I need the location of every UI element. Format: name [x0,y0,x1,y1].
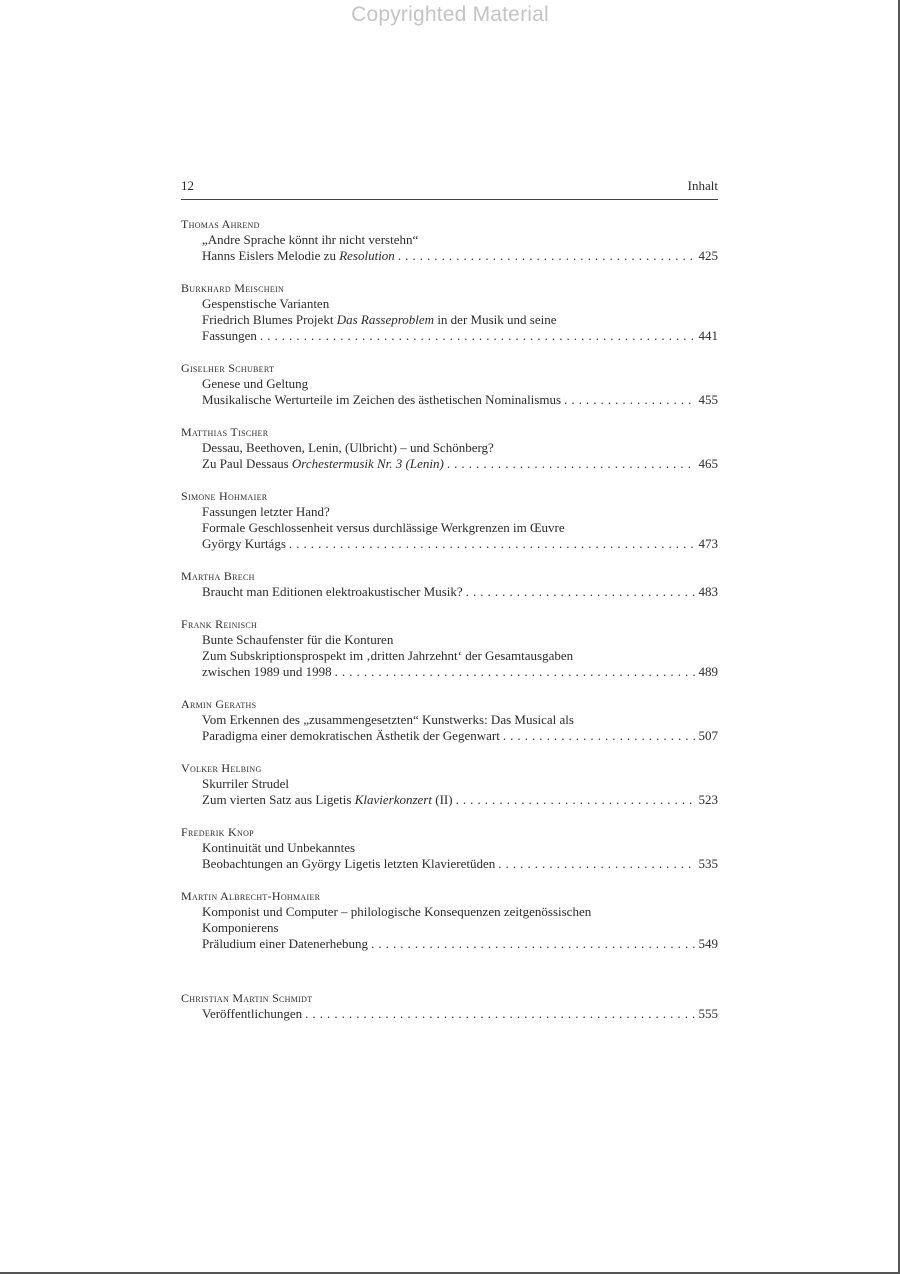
toc-title-line [181,632,718,648]
toc-title-line [181,376,718,392]
dot-leader [503,728,696,744]
title-segment: Braucht man Editionen elektroakustischer Musik? [202,584,463,599]
dot-leader [371,936,695,952]
toc-page-number: 455 [698,392,718,407]
title-segment: in der Musik und seine [434,312,557,327]
toc-title-line-with-page [181,584,718,600]
toc-entry [181,824,718,872]
toc-title-line [181,712,718,728]
toc-page-number: 489 [698,664,718,679]
dot-leader [447,456,696,472]
toc-title-line-with-page [181,536,718,552]
toc-author: Simone Hohmaier [181,489,268,503]
toc-page-number: 507 [698,728,718,743]
dot-leader [289,536,696,552]
toc-title-text [202,904,591,919]
header-rule [181,199,718,200]
toc-title-line-with-page [181,248,718,264]
toc-title-line [181,648,718,664]
toc-author: Martin Albrecht-Hohmaier [181,889,321,903]
title-segment: Komponist und Computer – philologische Konsequenzen zeitgenössischen [202,904,592,919]
toc-title-text [202,920,279,935]
toc-title-text [202,792,453,808]
toc-page-number: 555 [698,1006,718,1021]
toc-page-number: 483 [698,584,718,599]
page-number: 12 [181,178,194,193]
title-segment: Fassungen letzter Hand? [202,504,330,519]
toc-title-text [202,296,329,311]
toc-entry [181,488,718,552]
dot-leader [564,392,695,408]
toc-author: Frederik Knop [181,825,254,839]
italic-title-segment: Orchestermusik Nr. 3 (Lenin) [291,456,444,471]
toc-title-line [181,312,718,328]
toc-title-text [202,248,395,264]
title-segment: Zum Subskriptionsprospekt im ‚dritten Jahrzehnt‘ der Gesamtausgaben [202,648,574,663]
toc-title-text [202,328,257,344]
toc-entry [181,424,718,472]
toc-page-number: 535 [698,856,718,871]
toc-title-text [202,520,565,535]
toc-title-text [202,776,289,791]
dot-leader [498,856,695,872]
title-segment: Formale Geschlossenheit versus durchlässige Werkgrenzen im Œuvre [202,520,565,535]
toc-entry [181,888,718,952]
toc-author: Armin Geraths [181,697,257,711]
toc-author: Giselher Schubert [181,361,275,375]
dot-leader [466,584,696,600]
toc-title-line-with-page [181,936,718,952]
dot-leader [260,328,696,344]
toc-entry [181,568,718,600]
toc-title-text [202,1006,302,1022]
title-segment: Kontinuität und Unbekanntes [202,840,356,855]
running-title: Inhalt [687,178,718,193]
title-segment: György Kurtágs [202,536,286,551]
toc-title-line [181,504,718,520]
title-segment: Komponierens [202,920,279,935]
italic-title-segment: Klavierkonzert [354,792,432,807]
toc-title-text [202,456,444,472]
title-segment: „Andre Sprache könnt ihr nicht verstehn“ [202,232,419,247]
title-segment: Friedrich Blumes Projekt [202,312,337,327]
toc-entry [181,280,718,344]
toc-title-text [202,936,368,952]
toc-title-text [202,632,393,647]
dot-leader [335,664,696,680]
toc-author: Frank Reinisch [181,617,258,631]
toc-title-text [202,312,556,327]
toc-title-text [202,584,463,600]
title-segment: Hanns Eislers Melodie zu [202,248,340,263]
title-segment: Zu Paul Dessaus [202,456,292,471]
toc-title-text [202,712,574,727]
toc-author: Volker Helbing [181,761,262,775]
toc-title-text [202,536,286,552]
toc-author: Matthias Tischer [181,425,269,439]
toc-title-line-with-page [181,456,718,472]
title-segment: Musikalische Werturteile im Zeichen des ästhetischen Nominalismus [202,392,562,407]
toc-author: Burkhard Meischein [181,281,285,295]
toc-title-line [181,232,718,248]
toc-title-text [202,232,418,247]
toc-title-text [202,840,355,855]
title-segment: Veröffentlichungen [202,1006,303,1021]
italic-title-segment: Resolution [339,248,395,263]
toc-page-number: 465 [698,456,718,471]
toc-title-line [181,776,718,792]
toc-page-number: 425 [698,248,718,263]
toc-title-line-with-page [181,1006,718,1022]
title-segment: Gespenstische Varianten [202,296,330,311]
toc-title-line-with-page [181,728,718,744]
dot-leader [398,248,696,264]
title-segment: Vom Erkennen des „zusammengesetzten“ Kunstwerks: Das Musical als [202,712,574,727]
toc-title-line-with-page [181,792,718,808]
title-segment: zwischen 1989 und 1998 [202,664,332,679]
toc-title-line-with-page [181,328,718,344]
toc-title-text [202,376,308,391]
toc-entry [181,990,718,1022]
title-segment: (II) [431,792,453,807]
toc-title-text [202,856,495,872]
toc-title-line [181,840,718,856]
toc-title-text [202,440,494,455]
title-segment: Genese und Geltung [202,376,309,391]
toc-title-line-with-page [181,392,718,408]
toc-author: Christian Martin Schmidt [181,991,313,1005]
toc-title-line [181,440,718,456]
toc-page-number: 523 [698,792,718,807]
toc-author: Thomas Ahrend [181,217,260,231]
toc-title-line-with-page [181,664,718,680]
title-segment: Dessau, Beethoven, Lenin, (Ulbricht) – und Schönberg? [202,440,494,455]
toc-title-line [181,296,718,312]
dot-leader [456,792,696,808]
toc-page-number: 441 [698,328,718,343]
toc-author: Martha Brech [181,569,255,583]
toc-title-line-with-page [181,856,718,872]
title-segment: Skurriler Strudel [202,776,290,791]
title-segment: Fassungen [202,328,257,343]
toc-entry [181,216,718,264]
toc-title-line [181,920,718,936]
toc-title-text [202,392,561,408]
table-of-contents [181,216,718,1038]
toc-entry [181,760,718,808]
toc-page-number: 473 [698,536,718,551]
running-head [181,178,718,194]
toc-entry [181,696,718,744]
toc-title-line [181,904,718,920]
toc-title-text [202,504,330,519]
title-segment: Zum vierten Satz aus Ligetis [202,792,355,807]
italic-title-segment: Das Rasseproblem [336,312,435,327]
title-segment: Präludium einer Datenerhebung [202,936,369,951]
toc-title-text [202,728,500,744]
toc-title-text [202,648,573,663]
title-segment: Beobachtungen an György Ligetis letzten Klavieretüden [202,856,496,871]
toc-title-text [202,664,332,680]
toc-title-line [181,520,718,536]
title-segment: Bunte Schaufenster für die Konturen [202,632,394,647]
toc-page-number: 549 [698,936,718,951]
toc-entry [181,616,718,680]
title-segment: Paradigma einer demokratischen Ästhetik der Gegenwart [202,728,500,743]
watermark: Copyrighted Material [351,3,549,26]
dot-leader [305,1006,695,1022]
toc-entry [181,360,718,408]
